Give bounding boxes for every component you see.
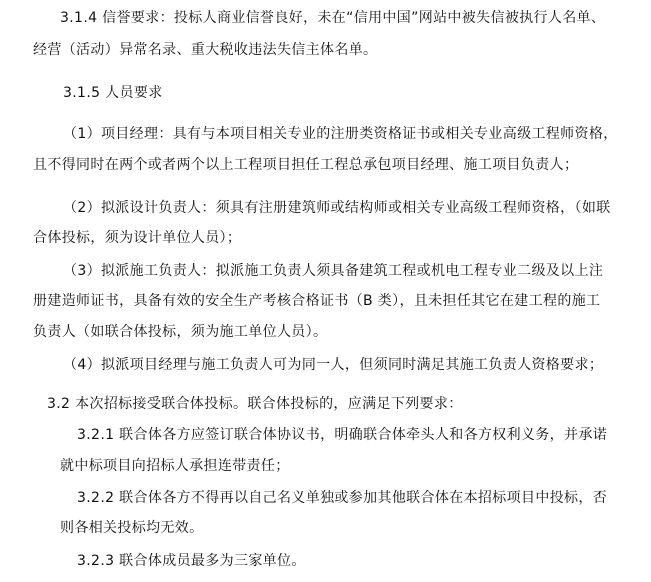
text-line-8: （3）拟派施工负责人：拟派施工负责人须具备建筑工程或机电工程专业二级及以上注 bbox=[63, 263, 604, 279]
text-line-1: 3.1.4 信誉要求：投标人商业信誉良好，未在“信用中国”网站中被失信被执行人名单、 bbox=[60, 10, 606, 26]
text-line-16: 则各相关投标均无效。 bbox=[60, 520, 204, 536]
text-line-5: 且不得同时在两个或者两个以上工程项目担任工程总承包项目经理、施工项目负责人； bbox=[33, 157, 579, 173]
text-line-13: 3.2.1 联合体各方应签订联合体协议书，明确联合体牵头人和各方权利义务，并承诺 bbox=[77, 427, 608, 443]
text-line-6: （2）拟派设计负责人：须具有注册建筑师或结构师或相关专业高级工程师资格，（如联 bbox=[63, 200, 611, 216]
text-line-2: 经营（活动）异常名录、重大税收违法失信主体名单。 bbox=[33, 42, 378, 58]
text-line-7: 合体投标，须为设计单位人员）； bbox=[33, 230, 242, 246]
text-line-15: 3.2.2 联合体各方不得再以自己名义单独或参加其他联合体在本招标项目中投标，否 bbox=[77, 490, 608, 506]
text-line-9: 册建造师证书，具备有效的安全生产考核合格证书（B 类），且未担任其它在建工程的施工 bbox=[33, 293, 601, 309]
text-line-14: 就中标项目向招标人承担连带责任； bbox=[60, 458, 290, 474]
text-line-17: 3.2.3 联合体成员最多为三家单位。 bbox=[77, 553, 306, 569]
text-line-4: （1）项目经理：具有与本项目相关专业的注册类资格证书或相关专业高级工程师资格， bbox=[63, 126, 618, 142]
text-line-12: 3.2 本次招标接受联合体投标。联合体投标的，应满足下列要求： bbox=[47, 396, 463, 412]
text-line-11: （4）拟派项目经理与施工负责人可为同一人，但须同时满足其施工负责人资格要求； bbox=[63, 357, 604, 373]
text-line-10: 负责人（如联合体投标，须为施工单位人员）。 bbox=[33, 324, 328, 340]
text-line-3: 3.1.5 人员要求 bbox=[63, 85, 163, 101]
